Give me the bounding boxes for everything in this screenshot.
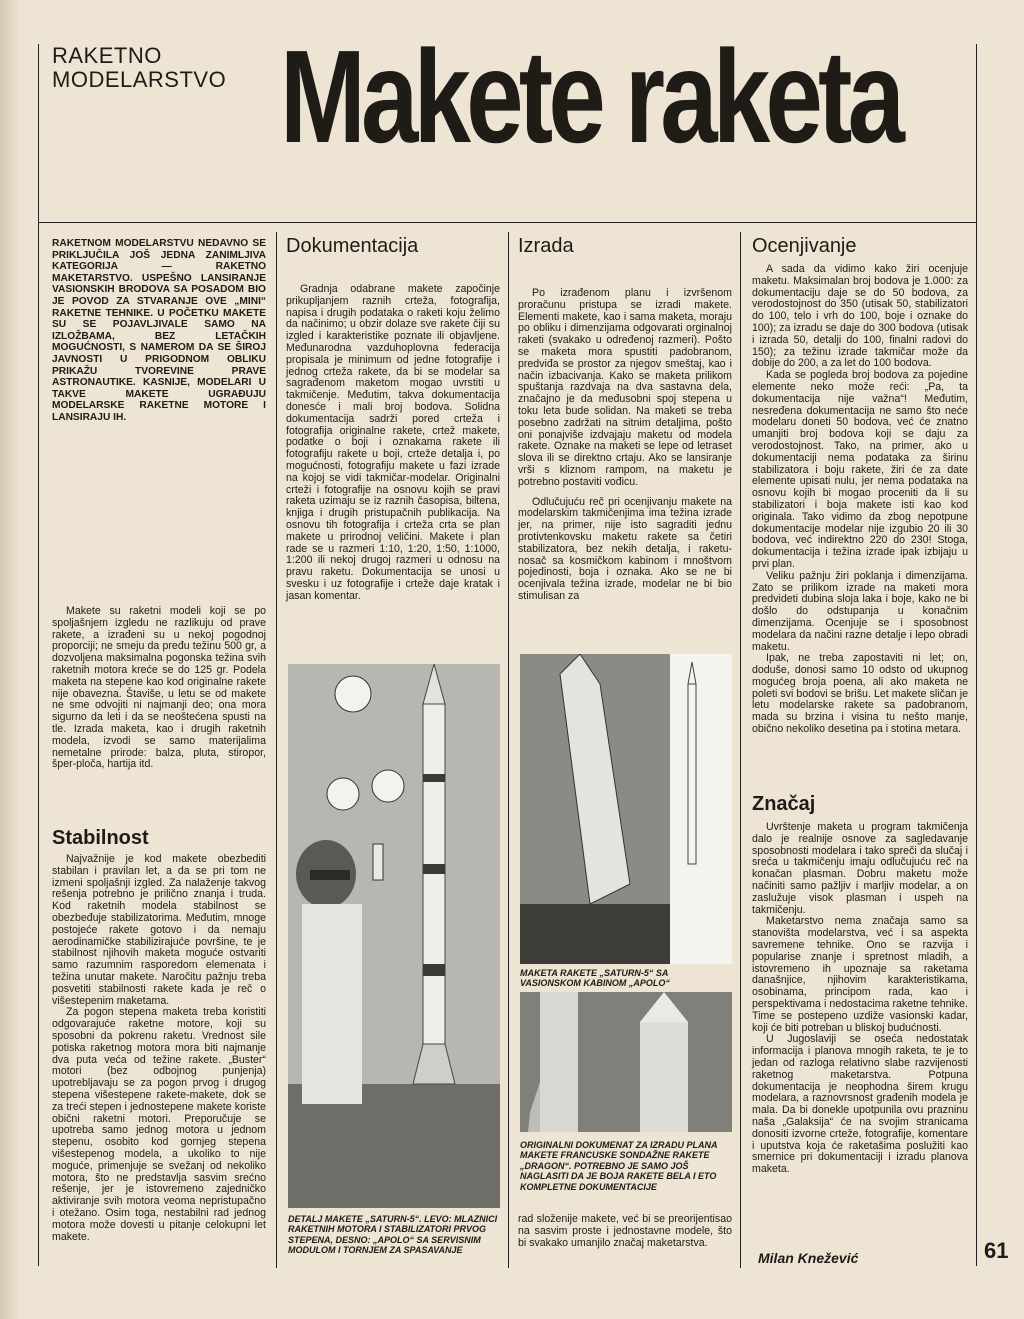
page-number: 61 — [984, 1238, 1009, 1263]
izrada-paragraph-3: rad složenije makete, već bi se preorijentisao na sasvim proste i jednostavne modele, što bi svakako umanjilo značaj maketarstva. — [518, 1213, 732, 1249]
stabilnost-heading: Stabilnost — [52, 827, 149, 849]
dokumentacija-heading: Dokumentacija — [286, 235, 419, 257]
znacaj-paragraph-3: U Jugoslaviji se oseća nedostatak informacija i planova mnogih raketa, te je to jedan od razloga relativno slabe razvijenosti raketnog maketarstva. Potpuna dokumentacija je neophodna širem krugu modelara, a raznovrsnost građenih modela je mala. Da bi donekle upotpunila ovu prazninu naša „Galaksija“ će na svojim stranicama donositi izvorne crteže, fotografije, komentare i uputstva koja će raketašima poslužiti kao smernice pri dokumentaciji i izradu planova maketa. — [752, 1033, 968, 1176]
photo-dragon-document-image — [520, 992, 732, 1132]
ocenjivanje-paragraph-4: Ipak, ne treba zapostaviti ni let; on, doduše, donosi samo 10 odsto od ukupnog mogućeg broja poena, ali ako maketa ne poleti svi bodovi se brišu. Let makete sličan je letu modelarske rakete sa padobranom, mada su brzina i visina tu nešto manje, obično nekoliko desetina pa i stotina metara. — [752, 652, 968, 736]
photo2-caption: MAKETA RAKETE „SATURN-5“ SA VASIONSKOM KABINOM „APOLO“ — [520, 968, 670, 989]
rule-col1 — [276, 232, 277, 1268]
photo-saturn5-boy-image — [288, 664, 500, 1208]
izrada-paragraph-1: Po izrađenom planu i izvršenom proračunu pristupa se izradi makete. Elementi makete, kao i sama maketa, moraju po obliku i dimenzijama odgovarati orginalnoj raketi (svakako u određenoj razmeri). Pošto se maketa mora spustiti padobranom, predviđa se prostor za njegov smeštaj, kao i način izbacivanja. Kako se maketa prilikom spuštanja razdvaja na dva sastavna dela, značajno je da međusobni spoj stepena u toku leta bude solidan. Na maketi se treba posebno zadržati na sitnim detaljima, pošto oni ponajviše izdvajaju maketu od modela rakete. Oznake na maketi se lepe od letraset slova ili se direktno crtaju. Ako se lansiranje vrši s kliznom rampom, na maketu je potrebno postaviti vođicu. — [518, 287, 732, 488]
rule-right — [976, 44, 977, 1266]
photo-dragon-document — [520, 992, 732, 1132]
page-gutter — [0, 0, 20, 1319]
izrada-continued — [518, 1214, 732, 1249]
photo1-caption: DETALJ MAKETE „SATURN-5“. LEVO: MLAZNICI RAKETNIH MOTORA I STABILIZATORI PRVOG STEPENA, DESNO: „APOLO“ SA SERVISNIM MODULOM I TORNJEM ZA SPASAVANJE — [288, 1214, 498, 1256]
rule-col2 — [508, 232, 509, 1268]
intro-paragraph: Makete su raketni modeli koji se po spoljašnjem izgledu ne razlikuju od prave rakete, a izrađeni su u nekoj pogodnoj proporciji; ne smeju da pređu težinu 500 gr, a dozvoljena maksimalna pogonska težina svih raketnih motora kreće se do 125 gr. Podela maketa na stepene kao kod originalne rakete nije obavezna. Štaviše, u letu se od makete ne sme odvojiti ni najmanji deo; ona mora sigurno da leti i da se neoštećena spusti na tle. Izrada maketa, kao i drugih raketnih modela, izvodi se samo materijalima nemetalne prirode: balza, pluta, stiropor, šper-ploča, hartija itd. — [52, 605, 266, 771]
ocenjivanje-body — [752, 264, 968, 736]
section-tag: RAKETNO MODELARSTVO — [52, 43, 227, 92]
photo-saturn5-apolo — [520, 654, 732, 964]
dokumentacija-body — [286, 284, 500, 603]
photo-saturn5-boy — [288, 664, 500, 1208]
ocenjivanje-paragraph-1: A sada da vidimo kako žiri ocenjuje maketu. Maksimalan broj bodova je 1.000: za dokumentaciju daje se do 50 bodova, za verodostojnost do 350 (utisak 50, stabilizatori do 100, telo i vrh do 100, boje i oznake do 100); za izradu se daje do 300 bodova (utisak i izrada 50, detalji do 100, finalni radovi do 150); za težinu izrade takmičar može da dobije do 200, a za let do 100 bodova. — [752, 263, 968, 370]
rule-header — [38, 222, 977, 223]
author-name: Milan Knežević — [758, 1250, 859, 1266]
stabilnost-paragraph-2: Za pogon stepena maketa treba koristiti odgovarajuće raketne motore, koji su sposobni da pokrenu raketu. Vrednost sile potiska raketnog motora mora biti najmanje dva puta veća od težine rakete. „Buster“ motori (bez odbojnog punjenja) upotrebljavaju se za pogon prvog i drugog stepena višestepene rakete-makete, dok se za treći stepen i jednostepene makete koriste obični raketni motori. Preporučuje se upotreba samo jednog motora u jednom stepenu, osobito kod gornjeg stepena višestepenog modela, a ukoliko to nije moguće, primenjuje se svežanj od nekoliko motora, što ne predstavlja sasvim srećno rešenje, jer je istovremeno zajedničko aktiviranje svih motora veoma nepristupačno i otežano. Osim toga, nestabilni rad jednog motora može dovesti u pitanje celokupni let makete. — [52, 1006, 266, 1243]
rule-col3 — [740, 232, 741, 1268]
page-title: Makete raketa — [280, 23, 901, 170]
photo-saturn5-apolo-image — [520, 654, 732, 964]
znacaj-paragraph-1: Uvrštenje maketa u program takmičenja dalo je realnije osnove za sagledavanje sposobnosti modelara i tako spreči da slučaj i sreća u takmičenju imaju odlučujuću reč na konačan plasman. Dobru maketu može načiniti samo pažljiv i marljiv modelar, a on zaslužuje visok plasman i uspeh na takmičenju. — [752, 821, 968, 916]
stabilnost-body — [52, 854, 266, 1243]
znacaj-heading: Značaj — [752, 793, 816, 815]
znacaj-paragraph-2: Maketarstvo nema značaja samo sa stanovišta modelarstva, već i sa aspekta savremene tehnike. Ono se razvija i popularise znanje i spretnost mladih, a istovremeno ih upoznaje sa raketama današnjice, njihovim karakteristikama, osobinama, principom rada, kao i perspektivama i nedostacima raketne tehnike. Time se postepeno uzdiže vasionski kadar, koji će biti potreban u bliskoj budućnosti. — [752, 915, 968, 1034]
rule-left — [38, 44, 39, 1266]
izrada-heading: Izrada — [518, 235, 574, 257]
izrada-paragraph-2: Odlučujuću reč pri ocenjivanju makete na modelarskim takmičenjima ima težina izrade jer, na primer, nije isto sagraditi jednu protivtenkovsku maketu rakete sa četiri stabilizatora, bez nekih detalja, i raketu-nosač sa kosmičkom kabinom i mnoštvom pojedinosti, boja i oznaka. Ako se ne bi ocenjivala težina izrade, modelar ne bi bio stimulisan za — [518, 495, 732, 602]
intro-body — [52, 606, 266, 771]
dokumentacija-paragraph: Gradnja odabrane makete započinje prikupljanjem raznih crteža, fotografija, napisa i drugih podataka o raketi koju želimo da načinimo; u obzir dolaze sve rakete čiji su izgled i karakteristike poznate ili objavljene. Međunarodna vazduhoplovna federacija propisala je minimum od jedne fotografije i jednog crteža rakete, da bi se modelar sa sagrađenom maketom mogao uvrstiti u takmičenje. Međutim, takva dokumentacija donesće i mali broj bodova. Solidna dokumentacija sadrži pored crteža i fotografija originalne rakete, crtež makete, podatke o boji i oznakama rakete ili fotografiju rakete u boji, crteže detalja i, po mogućnosti, fotografiju makete u fazi izrade na kojoj se vidi takmičar-modelar. Originalni crteži i fotografije na osnovu kojih se pravi raketa uzimaju se iz raznih časopisa, biltena, knjiga i drugih pristupačnih publikacija. Na osnovu tih fotografija i crteža crta se plan makete u prirodnoj veličini. Makete i plan rade se u razmeri 1:10, 1:20, 1:50, 1:1000, 1:200 ili nekoj drugoj razmeri u odnosu na pravu raketu. Dokumentacija se unosi u svesku i uz fotografije i crteže daje kratak i jasan komentar. — [286, 283, 500, 602]
ocenjivanje-paragraph-3: Veliku pažnju žiri poklanja i dimenzijama. Zato se prilikom izrade na maketi mora predvideti dubina sloja laka i boje, kako ne bi došlo do odstupanja u konačnim dimenzijama. Ocenjuje se i sposobnost modelara da načini razne detalje i lepo obradi maketu. — [752, 569, 968, 653]
intro-lead: RAKETNOM MODELARSTVU NEDAVNO SE PRIKLJUČILA JOŠ JEDNA ZANIMLJIVA KATEGORIJA — RAKETNO MAKETARSTVO. USPEŠNO LANSIRANJE VASIONSKIH BRODOVA SA POSADOM BIO JE POVOD ZA STVARANJE OVE „MINI“ RAKETNE TEHNIKE. U POČETKU MAKETE SU SE POJAVLJIVALE SAMO NA IZLOŽBAMA, BEZ LETAČKIH MOGUĆNOSTI, S NAMEROM DA SE ŠIROJ JAVNOSTI U PRIGODNOM OBLIKU PRIKAŽU TVOREVINE PRAVE ASTRONAUTIKE. KASNIJE, MODELARI U TAKVE MAKETE UGRAĐUJU MODELARSKE RAKETNE MOTORE I LANSIRAJU IH. — [52, 238, 266, 423]
stabilnost-paragraph-1: Najvažnije je kod makete obezbediti stabilan i pravilan let, a da se pri tom ne izmeni spoljašnji izgled. Za nalaženje takvog rešenja potrebno je prilično znanja i truda. Kod raketnih modela stabilnost se obezbeđuje stabilizatorima. Međutim, mnoge postojeće rakete gotovo i da nemaju aerodinamičke stabilizirajuće površine, te je stabilnost njihovih maketa moguće ostvariti samo razumnim rasporedom elemenata i težina unutar makete. Naročitu pažnju treba posvetiti stabilnosti rakete kada je reč o višestepenim maketama. — [52, 853, 266, 1007]
photo3-caption: ORIGINALNI DOKUMENAT ZA IZRADU PLANA MAKETE FRANCUSKE SONDAŽNE RAKETE „DRAGON“. POTREBNO JE SAMO JOŠ NAGLASITI DA JE BOJA RAKETE BELA I ETO KOMPLETNE DOKUMENTACIJE — [520, 1140, 718, 1192]
znacaj-body — [752, 822, 968, 1176]
izrada-body — [518, 288, 732, 603]
ocenjivanje-paragraph-2: Kada se pogleda broj bodova za pojedine elemente neko može reći: „Pa, ta dokumentacija nije važna“! Međutim, nesređena dokumentacija ne samo što neće modelaru doneti 50 bodova, već će znatno umanjiti broj bodova koji se daju za verodostojnost. Tako, na primer, ako u dokumentaciji nema podataka za širinu stabilizatora i boju rakete, žiri će za date elemente upisati nulu, jer nema podataka na osnovu kojih bi mogao proceniti da li su stabilizatori i boja makete isti kao kod originala. Tako vidimo da zbog nepotpune dokumentacije modelar nije izgubio 20 ili 30 bodova, već indirektno 220 do 230! Stoga, dokumentacija i težina izrade ipak izbijaju u prvi plan. — [752, 369, 968, 570]
ocenjivanje-heading: Ocenjivanje — [752, 235, 857, 257]
